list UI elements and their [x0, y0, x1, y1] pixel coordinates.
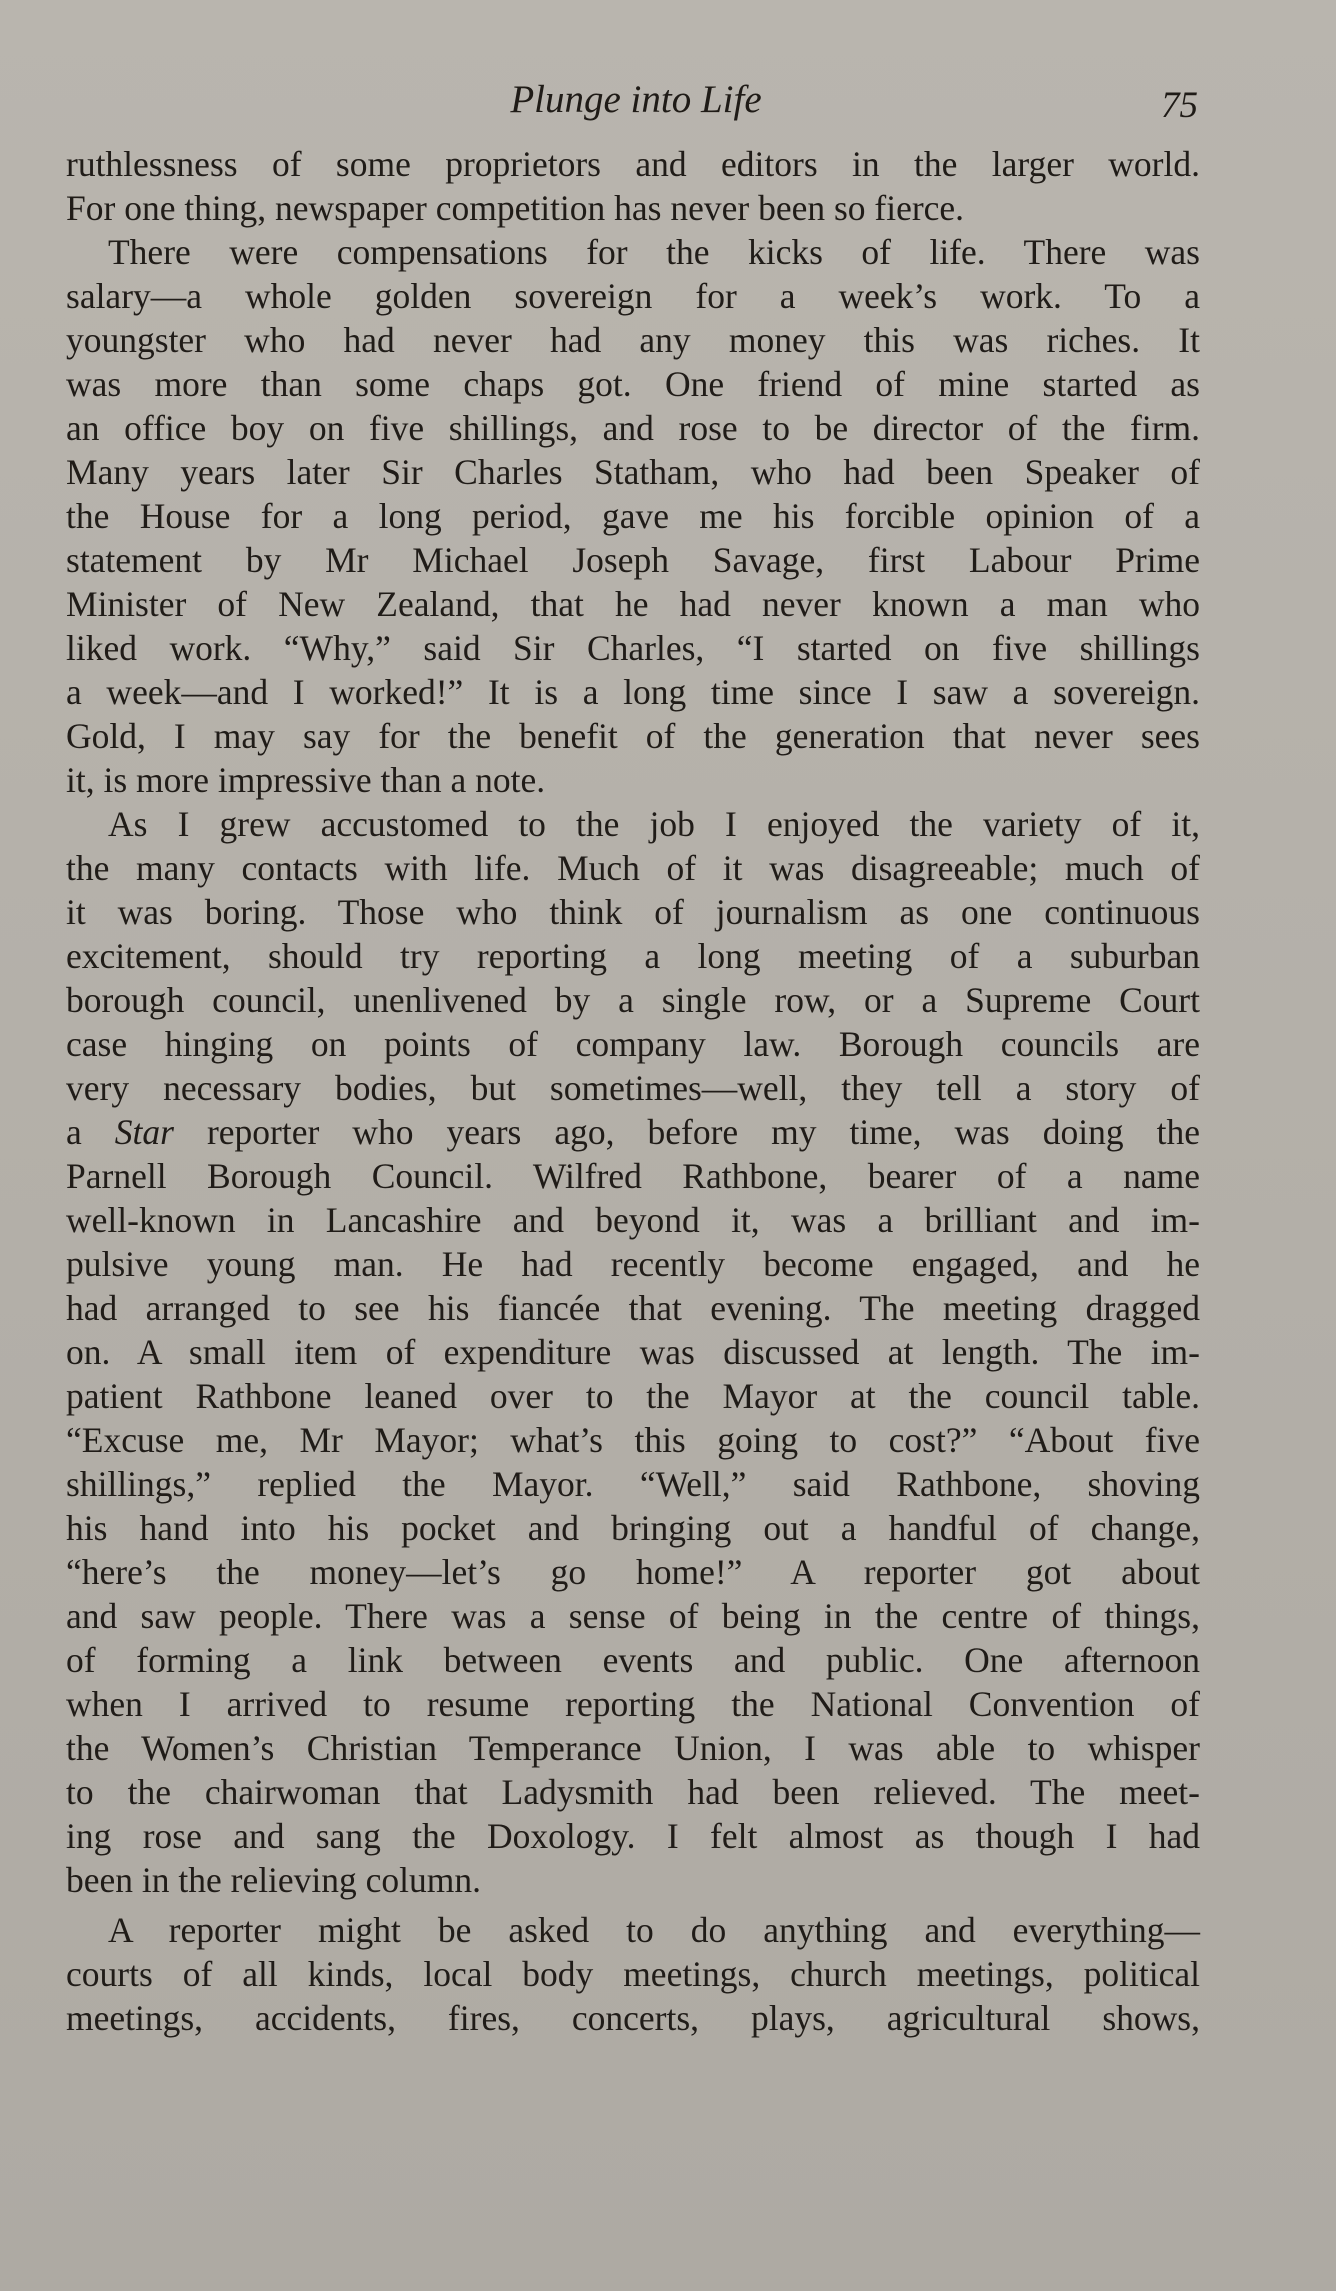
text-line: the many contacts with life. Much of it was disagreeable; much of [66, 848, 1200, 888]
text-line: ing rose and sang the Doxology. I felt almost as though I had [66, 1816, 1200, 1856]
text-line: liked work. “Why,” said Sir Charles, “I started on five shillings [66, 628, 1200, 668]
paragraph-compensations [66, 230, 1200, 802]
text-line: it, is more impressive than a note. [66, 760, 546, 800]
text-line: to the chairwoman that Ladysmith had been relieved. The meet- [66, 1772, 1200, 1812]
running-head: Plunge into Life [510, 78, 762, 121]
text-line: “here’s the money—let’s go home!” A reporter got about [66, 1552, 1200, 1592]
text-line: borough council, unenlivened by a single row, or a Supreme Court [66, 980, 1200, 1020]
text-line: There were compensations for the kicks of life. There was [108, 232, 1200, 272]
text-line: A reporter might be asked to do anything and everything— [108, 1910, 1200, 1950]
text-line: As I grew accustomed to the job I enjoyed the variety of it, [108, 804, 1200, 844]
text-line: statement by Mr Michael Joseph Savage, first Labour Prime [66, 540, 1200, 580]
paragraph-continuation [66, 142, 1200, 230]
text-line: very necessary bodies, but sometimes—well, they tell a story of [66, 1068, 1200, 1108]
page-number: 75 [1161, 85, 1198, 126]
text-line-star: a Star reporter who years ago, before my time, was doing the [66, 1112, 1200, 1152]
text-line: the House for a long period, gave me his forcible opinion of a [66, 496, 1200, 536]
text-line: when I arrived to resume reporting the National Convention of [66, 1684, 1200, 1724]
text-line: a week—and I worked!” It is a long time since I saw a sovereign. [66, 672, 1200, 712]
text-line: an office boy on five shillings, and rose to be director of the firm. [66, 408, 1200, 448]
text-line: been in the relieving column. [66, 1860, 482, 1900]
text-line: case hinging on points of company law. Borough councils are [66, 1024, 1200, 1064]
text-line: Many years later Sir Charles Statham, who had been Speaker of [66, 452, 1200, 492]
text-line: was more than some chaps got. One friend of mine started as [66, 364, 1200, 404]
text-line: and saw people. There was a sense of being in the centre of things, [66, 1596, 1200, 1636]
text-line: patient Rathbone leaned over to the Mayor at the council table. [66, 1376, 1200, 1416]
text-line: ruthlessness of some proprietors and editors in the larger world. [66, 144, 1200, 184]
paragraph-reporter-tasks [66, 1908, 1200, 2040]
text-line: his hand into his pocket and bringing out a handful of change, [66, 1508, 1200, 1548]
text-line: had arranged to see his fiancée that evening. The meeting dragged [66, 1288, 1200, 1328]
text-line: on. A small item of expenditure was discussed at length. The im- [66, 1332, 1200, 1372]
text-line: “Excuse me, Mr Mayor; what’s this going to cost?” “About five [66, 1420, 1200, 1460]
body-text [66, 142, 1200, 2040]
paragraph-variety [66, 802, 1200, 1902]
text-line: shillings,” replied the Mayor. “Well,” said Rathbone, shoving [66, 1464, 1200, 1504]
page-header [66, 72, 1198, 128]
text-line: of forming a link between events and public. One afternoon [66, 1640, 1200, 1680]
newspaper-name: Star [114, 1112, 174, 1152]
text-line: courts of all kinds, local body meetings, church meetings, political [66, 1954, 1200, 1994]
text-line: well-known in Lancashire and beyond it, was a brilliant and im- [66, 1200, 1200, 1240]
text-line: salary—a whole golden sovereign for a week’s work. To a [66, 276, 1200, 316]
text-line: excitement, should try reporting a long meeting of a suburban [66, 936, 1200, 976]
text-line: pulsive young man. He had recently become engaged, and he [66, 1244, 1200, 1284]
text-line: meetings, accidents, fires, concerts, plays, agricultural shows, [66, 1998, 1200, 2038]
text-line: it was boring. Those who think of journalism as one continuous [66, 892, 1200, 932]
text-line: Parnell Borough Council. Wilfred Rathbone, bearer of a name [66, 1156, 1200, 1196]
text-line: For one thing, newspaper competition has never been so fierce. [66, 188, 965, 228]
text-line: the Women’s Christian Temperance Union, I was able to whisper [66, 1728, 1200, 1768]
text-line: youngster who had never had any money this was riches. It [66, 320, 1200, 360]
text-line: Minister of New Zealand, that he had never known a man who [66, 584, 1200, 624]
text-line: Gold, I may say for the benefit of the generation that never sees [66, 716, 1200, 756]
